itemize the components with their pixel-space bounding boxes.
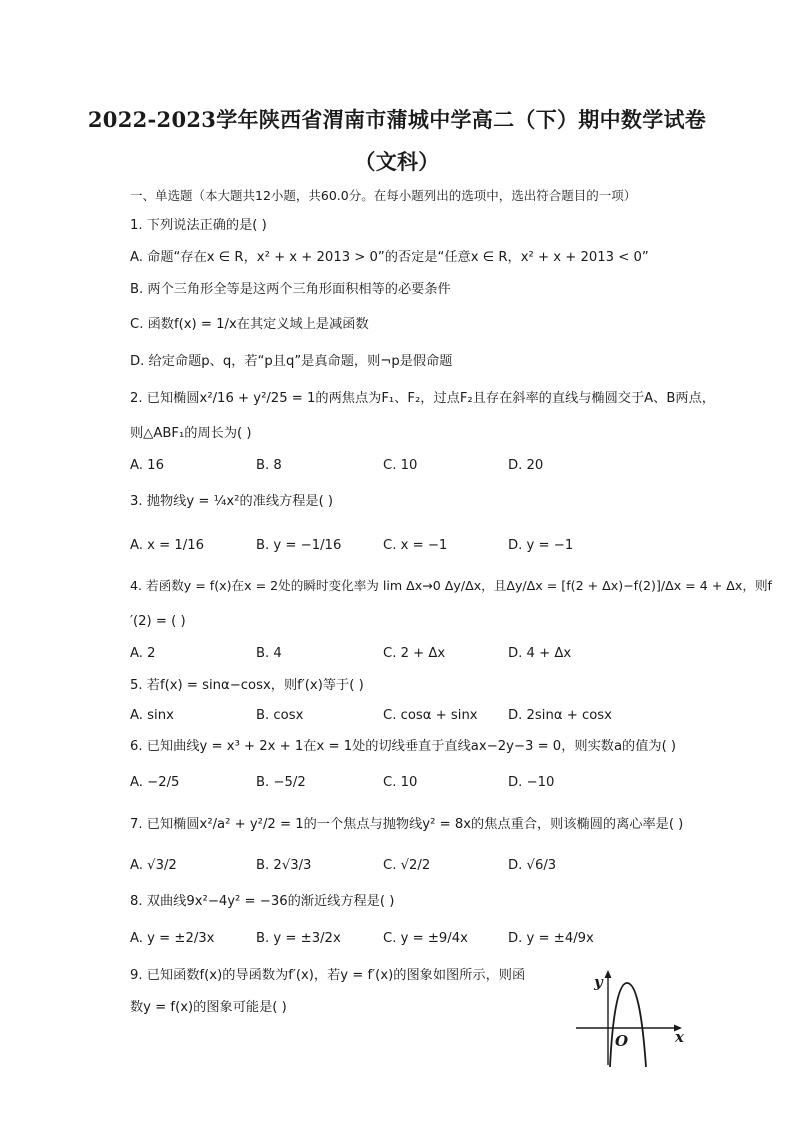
q5-option-b: B. cosx — [256, 708, 304, 723]
q8-option-d: D. y = ±4/9x — [508, 931, 594, 946]
q1-option-a: A. 命题“存在x ∈ R，x² + x + 2013 > 0”的否定是“任意x ∈ R，x² + x + 2013 < 0” — [130, 250, 649, 265]
y-axis-label: y — [594, 973, 603, 991]
page-subtitle: （文科） — [354, 149, 440, 174]
q2-option-c: C. 10 — [383, 458, 418, 473]
q1-option-d: D. 给定命题p、q，若“p且q”是真命题，则¬p是假命题 — [130, 354, 453, 369]
q2-stem-line1: 2. 已知椭圆x²/16 + y²/25 = 1的两焦点为F₁、F₂，过点F₂且存在斜率的直线与椭圆交于A、B两点， — [130, 391, 715, 406]
q8-option-b: B. y = ±3/2x — [256, 931, 341, 946]
q9-stem-line1: 9. 已知函数f(x)的导函数为f′(x)，若y = f′(x)的图象如图所示，则函 — [130, 968, 526, 983]
q6-option-a: A. −2/5 — [130, 775, 180, 790]
q6-stem: 6. 已知曲线y = x³ + 2x + 1在x = 1处的切线垂直于直线ax−2y−3 = 0，则实数a的值为( ) — [130, 739, 677, 754]
q7-option-a: A. √3/2 — [130, 858, 177, 873]
q2-option-b: B. 8 — [256, 458, 282, 473]
q3-option-c: C. x = −1 — [383, 538, 448, 553]
section-heading: 一、单选题（本大题共12小题，共60.0分。在每小题列出的选项中，选出符合题目的一项） — [130, 188, 637, 203]
q4-stem-line2: ′(2) = ( ) — [130, 614, 186, 629]
q4-option-b: B. 4 — [256, 646, 282, 661]
derivative-graph — [572, 965, 692, 1070]
q5-stem: 5. 若f(x) = sinα−cosx，则f′(x)等于( ) — [130, 678, 364, 693]
q1-option-c: C. 函数f(x) = 1/x在其定义域上是减函数 — [130, 317, 369, 332]
q4-option-d: D. 4 + Δx — [508, 646, 572, 661]
q6-option-b: B. −5/2 — [256, 775, 306, 790]
q9-stem-line2: 数y = f(x)的图象可能是( ) — [130, 1000, 287, 1015]
q4-option-c: C. 2 + Δx — [383, 646, 446, 661]
q3-option-a: A. x = 1/16 — [130, 538, 205, 553]
q7-option-c: C. √2/2 — [383, 858, 431, 873]
q1-option-b: B. 两个三角形全等是这两个三角形面积相等的必要条件 — [130, 282, 451, 297]
q4-stem-line1: 4. 若函数y = f(x)在x = 2处的瞬时变化率为 lim Δx→0 Δy/Δx，且Δy/Δx = [f(2 + Δx)−f(2)]/Δx = 4 + Δx，则f — [130, 578, 772, 593]
q6-option-c: C. 10 — [383, 775, 418, 790]
q4-option-a: A. 2 — [130, 646, 156, 661]
q8-option-a: A. y = ±2/3x — [130, 931, 215, 946]
q7-option-b: B. 2√3/3 — [256, 858, 312, 873]
q2-option-a: A. 16 — [130, 458, 164, 473]
derivative-curve — [610, 983, 646, 1067]
x-axis-label: x — [675, 1028, 684, 1046]
q5-option-a: A. sinx — [130, 708, 174, 723]
origin-label: O — [615, 1032, 629, 1050]
page-title: 2022-2023学年陕西省渭南市蒲城中学高二（下）期中数学试卷 — [87, 107, 707, 132]
q5-option-d: D. 2sinα + cosx — [508, 708, 612, 723]
q2-option-d: D. 20 — [508, 458, 544, 473]
q2-stem-line2: 则△ABF₁的周长为( ) — [130, 426, 252, 441]
y-axis-arrow-icon — [605, 970, 612, 978]
q7-stem: 7. 已知椭圆x²/a² + y²/2 = 1的一个焦点与抛物线y² = 8x的焦点重合，则该椭圆的离心率是( ) — [130, 817, 684, 832]
q3-option-d: D. y = −1 — [508, 538, 574, 553]
q8-option-c: C. y = ±9/4x — [383, 931, 468, 946]
q7-option-d: D. √6/3 — [508, 858, 557, 873]
q6-option-d: D. −10 — [508, 775, 555, 790]
q3-stem: 3. 抛物线y = ¼x²的准线方程是( ) — [130, 494, 334, 509]
q1-stem: 1. 下列说法正确的是( ) — [130, 218, 267, 233]
q5-option-c: C. cosα + sinx — [383, 708, 478, 723]
q3-option-b: B. y = −1/16 — [256, 538, 342, 553]
q8-stem: 8. 双曲线9x²−4y² = −36的渐近线方程是( ) — [130, 894, 395, 909]
